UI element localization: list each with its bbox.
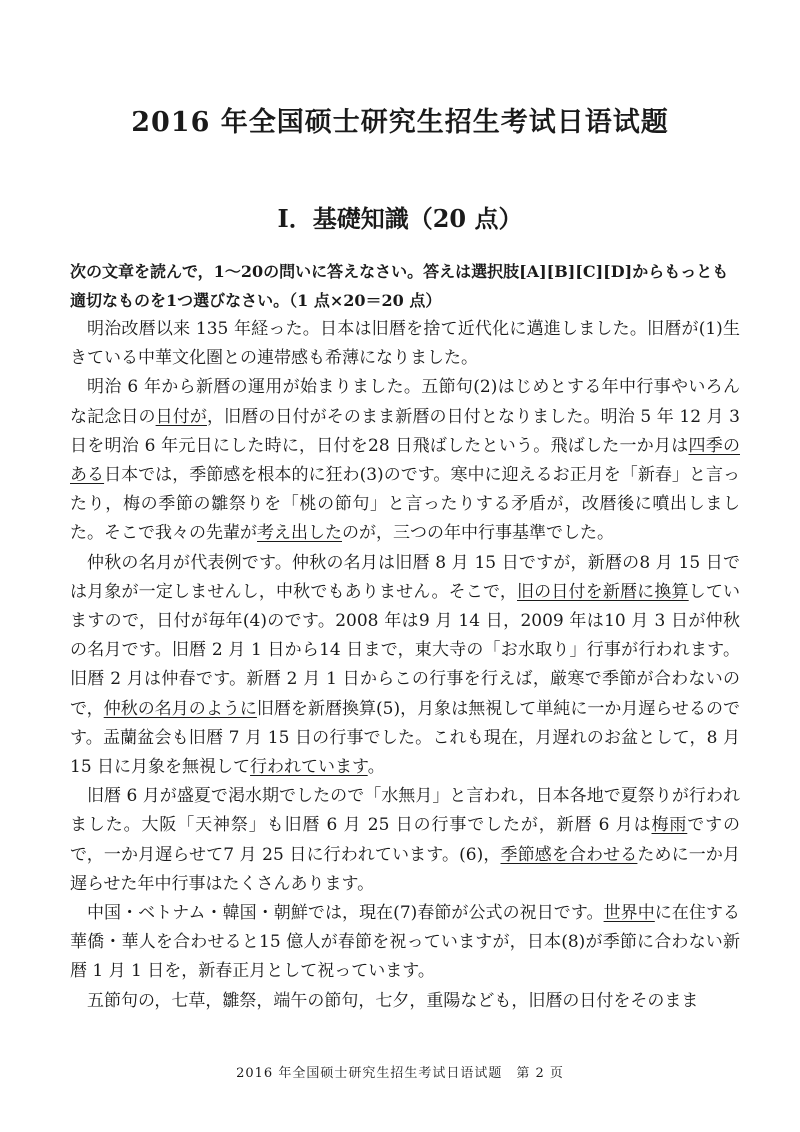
passage-text: に在住する華僑・華人を合わせると15 億人が春節を祝っていますが，日本(8)が季節に合わない新暦 1 月 1 日を，新春正月として祝っています。: [70, 903, 741, 982]
passage-text: 仲秋の名月が代表例です。仲秋の名月は旧暦 8 月 15 日ですが，新暦の8 月 15 日では月象が一定しませんし，中秋でもありません。そこで，: [70, 552, 740, 602]
underlined-phrase: 梅雨: [651, 815, 688, 836]
passage-text: 明治 6 年から新暦の運用が始まりました。五節句(2)はじめとする年中行事やいろんな記念日の: [70, 377, 740, 427]
passage-paragraph: [70, 373, 740, 548]
passage-text: 五節句の，七草，雛祭，端午の節句，七夕，重陽なども，旧暦の日付をそのまま: [87, 990, 699, 1011]
passage-text: のが，三つの年中行事基準でした。: [342, 523, 614, 544]
passage-text: ，旧暦の日付がそのまま新暦の日付となりました。明治 5 年 12 月 3 日を明治 6 年元日にした時に，日付を28 日飛ばしたという。飛ばした一か月は: [70, 406, 740, 456]
page-footer: 2016 年全国硕士研究生招生考试日语试题 第 2 页: [236, 1066, 564, 1081]
passage-text: 旧暦を新暦換算(5)，月象は無視して単純に一か月遅らせるのです。盂蘭盆会も旧暦 7 月 15 日の行事でした。これも現在，月遅れのお盆として，8 月 15 日に月象を無視して: [70, 698, 740, 778]
underlined-phrase: 世界中: [603, 903, 655, 924]
passage-text: 。: [367, 757, 385, 778]
underlined-phrase: 仲秋の名月のように: [103, 698, 257, 719]
exam-title: 2016 年全国硕士研究生招生考试日语试题: [131, 107, 669, 138]
passage-paragraph: [70, 315, 740, 373]
underlined-phrase: 四季のある: [70, 435, 740, 486]
passage-text: 中国・ベトナム・韓国・朝鮮では，現在(7)春節が公式の祝日です。: [87, 903, 604, 924]
passage-text: 日本では，季節感を根本的に狂わ(3)のです。寒中に迎えるお正月を「新春」と言ったり，梅の季節の雛祭りを「桃の節句」と言ったりする矛盾が，改暦後に噴出しました。そこで我々の先輩が: [70, 465, 740, 544]
passage-paragraph: [70, 782, 740, 899]
passage-text: 旧暦 6 月が盛夏で渇水期でしたので「水無月」と言われ，日本各地で夏祭りが行われました。大阪「天神祭」も旧暦 6 月 25 日の行事でしたが，新暦 6 月は: [70, 786, 740, 836]
passage-paragraph: [70, 899, 740, 987]
section-instructions: 次の文章を読んで，1～20の問いに答えなさい。答えは選択肢[A][B][C][D]からもっとも適切なものを1つ選びなさい。（1 点×20＝20 点）: [70, 262, 729, 310]
passage-text: ですので，一か月遅らせて7 月 25 日に行われています。(6)，: [70, 815, 741, 865]
underlined-phrase: 行われています: [250, 757, 368, 778]
passage-text: 明治改暦以来 135 年経った。日本は旧暦を捨て近代化に邁進しました。旧暦が(1)生きている中華文化圏との連帯感も希薄になりました。: [70, 319, 740, 369]
passage-text: していますので，日付が毎年(4)のです。2008 年は9 月 14 日，2009 年は10 月 3 日が仲秋の名月です。旧暦 2 月 1 日から14 日まで，東大寺の「お水取り」行事が行われます。旧暦 2 月は仲春です。新暦 2 月 1 日からこの行事を行えば，厳寒で季節が合わないので，: [70, 581, 741, 719]
underlined-phrase: 考え出した: [257, 523, 342, 544]
underlined-phrase: 旧の日付を新暦に換算: [517, 581, 689, 602]
section-title: Ⅰ．基礎知識（20 点）: [277, 204, 523, 233]
passage-text: ために一か月遅らせた年中行事はたくさんあります。: [70, 844, 741, 894]
passage-paragraph: [70, 549, 740, 783]
reading-passage: [70, 315, 740, 1016]
underlined-phrase: 日付が: [155, 406, 207, 427]
underlined-phrase: 季節感を合わせる: [500, 844, 638, 865]
passage-paragraph: [70, 987, 740, 1016]
